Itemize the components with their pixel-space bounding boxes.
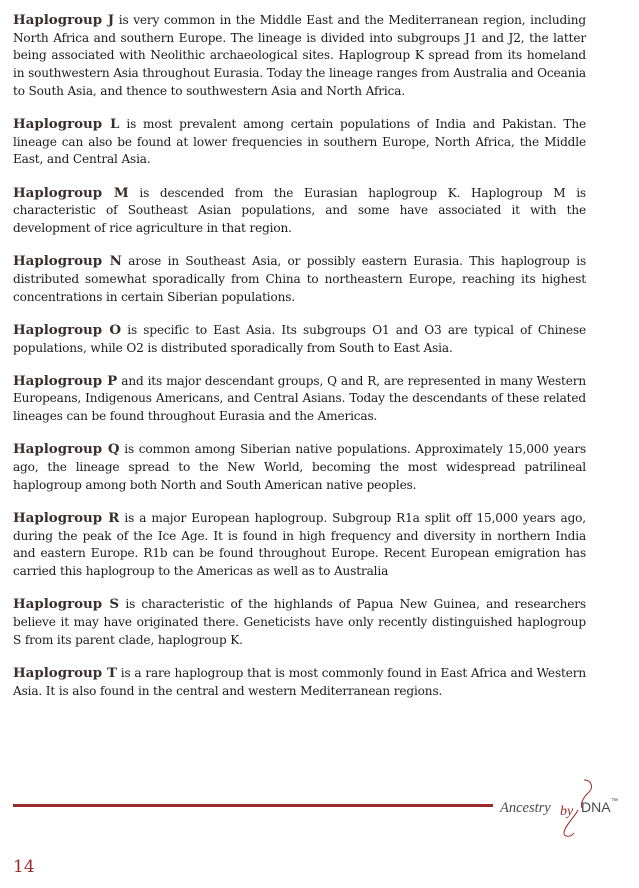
haplogroup-name: Haplogroup Q xyxy=(13,441,120,458)
haplogroup-entry-o xyxy=(13,322,586,357)
haplogroup-description: and its major descendant groups, Q and R, are represented in many Western Europeans, Indigenous Americans, and Central Asians. Today the descendants of these related lineages can be found throughout Eurasia and the Americas. xyxy=(13,373,587,424)
haplogroup-entry-n xyxy=(13,253,586,306)
haplogroup-entry-s xyxy=(13,596,586,649)
haplogroup-entry-m xyxy=(13,185,586,238)
ancestry-by-dna-logo xyxy=(498,778,638,838)
haplogroup-name: Haplogroup M xyxy=(13,184,129,201)
footer-divider xyxy=(13,804,493,807)
haplogroup-name: Haplogroup N xyxy=(13,253,122,270)
haplogroup-name: Haplogroup P xyxy=(13,372,118,389)
haplogroup-entry-r xyxy=(13,510,586,581)
haplogroup-entry-j xyxy=(13,12,586,101)
logo-by-text: by xyxy=(560,804,574,819)
haplogroup-description: is a major European haplogroup. Subgroup R1a split off 15,000 years ago, during the peak of the Ice Age. It is found in high frequency and diversity in northern India and eastern Europe. R1b can be found throughout Europe. Recent European emigration has carried this haplogroup to the Americas as well as to Australia xyxy=(13,510,586,579)
haplogroup-description: arose in Southeast Asia, or possibly eastern Eurasia. This haplogroup is distributed somewhat sporadically from China to northeastern Europe, reaching its highest concentrations in certain Siberian populations. xyxy=(13,254,586,304)
logo-dna-text: DNA xyxy=(581,799,611,815)
haplogroup-name: Haplogroup T xyxy=(13,664,117,681)
haplogroup-description: is a rare haplogroup that is most commonly found in East Africa and Western Asia. It is also found in the central and western Mediterranean regions. xyxy=(13,665,586,698)
haplogroup-name: Haplogroup S xyxy=(13,596,120,613)
haplogroup-entry-l xyxy=(13,116,586,169)
haplogroup-entry-q xyxy=(13,441,586,494)
page-number: 14 xyxy=(13,857,35,877)
haplogroup-description: is descended from the Eurasian haplogroup K. Haplogroup M is characteristic of Southeast Asian populations, and some have associated it with the development of rice agriculture in that region. xyxy=(13,185,586,236)
haplogroup-description: is very common in the Middle East and the Mediterranean region, including North Africa and southern Europe. The lineage is divided into subgroups J1 and J2, the latter being associated with Neolithic archaeological sites. Haplogroup K spread from its homeland in southwestern Asia throughout Eurasia. Today the lineage ranges from Australia and Oceania to South Asia, and thence to southwestern Asia and North Africa. xyxy=(13,13,587,98)
document-body xyxy=(13,12,586,716)
haplogroup-name: Haplogroup R xyxy=(13,509,120,526)
haplogroup-name: Haplogroup J xyxy=(13,12,115,28)
haplogroup-entry-t xyxy=(13,665,586,700)
haplogroup-name: Haplogroup O xyxy=(13,321,122,338)
haplogroup-description: is characteristic of the highlands of Papua New Guinea, and researchers believe it may have originated there. Geneticists have only recently distinguished haplogroup S from its parent clade, haplogroup K. xyxy=(13,597,586,647)
haplogroup-description: is common among Siberian native populations. Approximately 15,000 years ago, the lineage spread to the New World, becoming the most widespread patrilineal haplogroup among both North and South American native peoples. xyxy=(13,442,587,492)
haplogroup-name: Haplogroup L xyxy=(13,116,120,133)
logo-trademark: ™ xyxy=(611,798,618,805)
haplogroup-entry-p xyxy=(13,373,586,426)
haplogroup-description: is most prevalent among certain populations of India and Pakistan. The lineage can also be found at lower frequencies in southern Europe, North Africa, the Middle East, and Central Asia. xyxy=(13,117,586,167)
logo-ancestry-text: Ancestry xyxy=(500,800,551,816)
haplogroup-description: is specific to East Asia. Its subgroups O1 and O3 are typical of Chinese populations, while O2 is distributed sporadically from South to East Asia. xyxy=(13,322,587,355)
